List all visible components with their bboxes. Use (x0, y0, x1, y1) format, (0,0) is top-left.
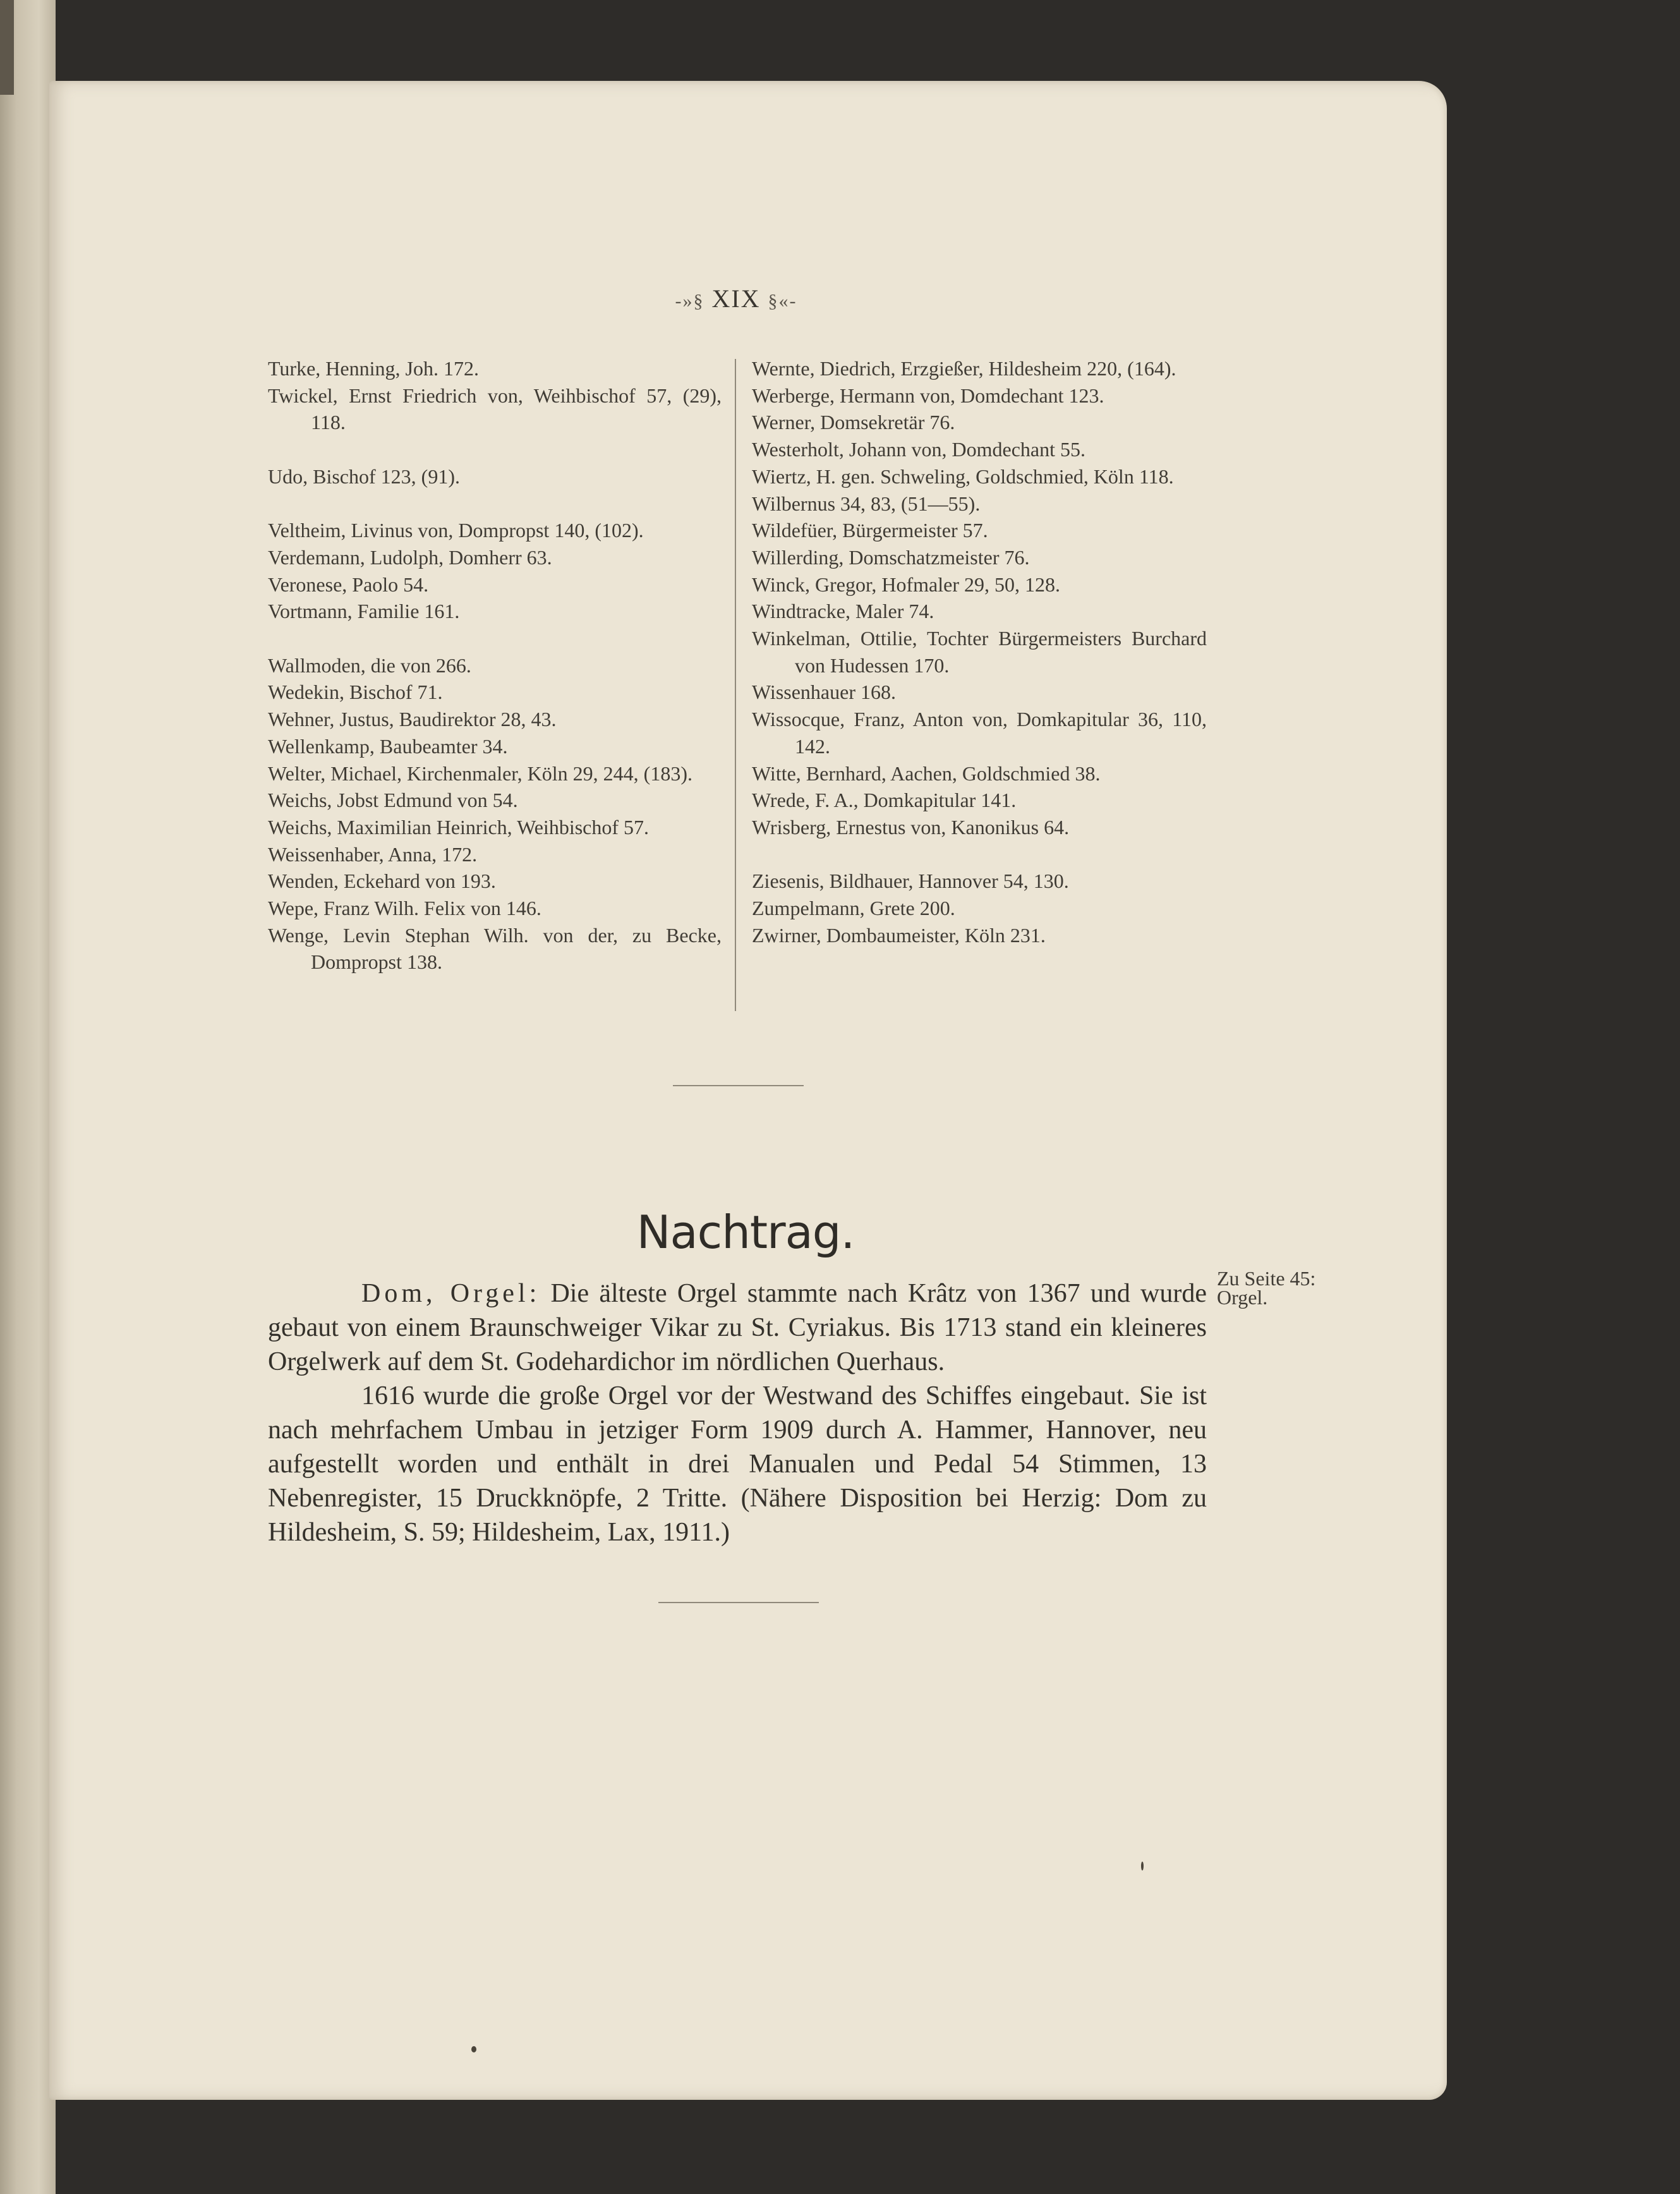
index-entry: Wernte, Diedrich, Erzgießer, Hildesheim 220, (164). (752, 357, 1176, 380)
index-entry: Zumpelmann, Grete 200. (752, 897, 955, 920)
index-entry: Twickel, Ernst Friedrich von, Weihbischof 57, (29), 118. (268, 384, 722, 434)
nachtrag-heading: Nachtrag. (636, 1206, 855, 1259)
index-entry: Wellenkamp, Baubeamter 34. (268, 734, 508, 758)
nachtrag-body (268, 1276, 1207, 1549)
index-entry: Zwirner, Dombaumeister, Köln 231. (752, 923, 1046, 947)
book-page (49, 81, 1447, 2100)
section-rule-top (673, 1085, 804, 1086)
index-entry: Veronese, Paolo 54. (268, 573, 429, 596)
entry-gap (268, 490, 722, 518)
index-entry: Westerholt, Johann von, Domdechant 55. (752, 438, 1085, 461)
index-entry: Werberge, Hermann von, Domdechant 123. (752, 384, 1104, 407)
index-entry: Wedekin, Bischof 71. (268, 681, 443, 704)
left-page-edge (0, 0, 56, 2194)
folio-ornament-right: §«- (768, 291, 797, 312)
index-entry: Wiertz, H. gen. Schweling, Goldschmied, Köln 118. (752, 464, 1174, 488)
index-entry: Wallmoden, die von 266. (268, 653, 471, 677)
index-column-left (268, 355, 722, 976)
page-number: XIX (711, 284, 761, 313)
index-entry: Wenden, Eckehard von 193. (268, 870, 496, 893)
index-entry: Werner, Domsekretär 76. (752, 411, 955, 434)
index-entry: Wissenhauer 168. (752, 681, 896, 704)
index-entry: Weichs, Maximilian Heinrich, Weihbischof 57. (268, 815, 650, 839)
index-entry: Wissocque, Franz, Anton von, Domkapitular 36, 110, 142. (752, 708, 1207, 758)
nachtrag-paragraph: 1616 wurde die große Orgel vor der Westwand des Schiffes eingebaut. Sie ist nach mehrfachem Umbau in jetziger Form 1909 durch A. Hammer, Hannover, neu aufgestellt worden und enthält in drei Manualen und Pedal 54 Stimmen, 13 Nebenregister, 15 Druckknöpfe, 2 Tritte. (Nähere Disposition bei Herzig: Dom zu Hildesheim, S. 59; Hildesheim, Lax, 1911.) (268, 1381, 1207, 1547)
index-entry: Wenge, Levin Stephan Wilh. von der, zu Becke, Dompropst 138. (268, 923, 722, 974)
index-entry: Wrede, F. A., Domkapitular 141. (752, 789, 1017, 812)
book-spine-edge (0, 0, 14, 95)
index-entry: Winkelman, Ottilie, Tochter Bürgermeisters Burchard von Hudessen 170. (752, 627, 1207, 677)
index-entry: Wepe, Franz Wilh. Felix von 146. (268, 897, 541, 920)
margin-note-line: Zu Seite 45: (1217, 1267, 1316, 1290)
index-entry: Wehner, Justus, Baudirektor 28, 43. (268, 708, 557, 731)
margin-note (1217, 1269, 1315, 1307)
paper-speck (471, 2046, 476, 2052)
index-entry: Willerding, Domschatzmeister 76. (752, 545, 1030, 569)
index-entry: Ziesenis, Bildhauer, Hannover 54, 130. (752, 870, 1069, 893)
index-entry: Windtracke, Maler 74. (752, 600, 934, 623)
index-entry: Weissenhaber, Anna, 172. (268, 842, 478, 866)
index-entry: Turke, Henning, Joh. 172. (268, 357, 479, 380)
index-entry: Weichs, Jobst Edmund von 54. (268, 789, 518, 812)
index-entry: Verdemann, Ludolph, Domherr 63. (268, 545, 552, 569)
entry-gap (268, 436, 722, 463)
entry-gap (268, 625, 722, 652)
section-rule-bottom (658, 1602, 819, 1603)
entry-gap (752, 841, 1207, 868)
folio-ornament-left: -»§ (675, 291, 704, 312)
index-entry: Wrisberg, Ernestus von, Kanonikus 64. (752, 815, 1070, 839)
column-divider (735, 359, 736, 1011)
index-entry: Wildefüer, Bürgermeister 57. (752, 519, 988, 542)
paragraph-lead: Dom, Orgel: (361, 1279, 541, 1308)
index-entry: Wilbernus 34, 83, (51—55). (752, 492, 981, 515)
index-entry: Vortmann, Familie 161. (268, 600, 460, 623)
index-entry: Veltheim, Livinus von, Dompropst 140, (102). (268, 519, 644, 542)
index-column-right (752, 355, 1207, 949)
paper-speck (1141, 1862, 1144, 1870)
index-entry: Udo, Bischof 123, (91). (268, 464, 460, 488)
paragraph-text: Die älteste Orgel stammte nach Krâtz von 1367 und wurde gebaut von einem Braunschweiger Vikar zu St. Cyriakus. Bis 1713 stand ein kleineres Orgelwerk auf dem St. Godehardichor im nördlichen Querhaus. (268, 1279, 1207, 1376)
index-entry: Witte, Bernhard, Aachen, Goldschmied 38. (752, 761, 1101, 785)
index-entry: Winck, Gregor, Hofmaler 29, 50, 128. (752, 573, 1060, 596)
margin-note-line: Orgel. (1217, 1286, 1268, 1309)
index-entry: Welter, Michael, Kirchenmaler, Köln 29, 244, (183). (268, 761, 692, 785)
page-number-header (654, 284, 818, 313)
nachtrag-paragraph (268, 1276, 1207, 1379)
